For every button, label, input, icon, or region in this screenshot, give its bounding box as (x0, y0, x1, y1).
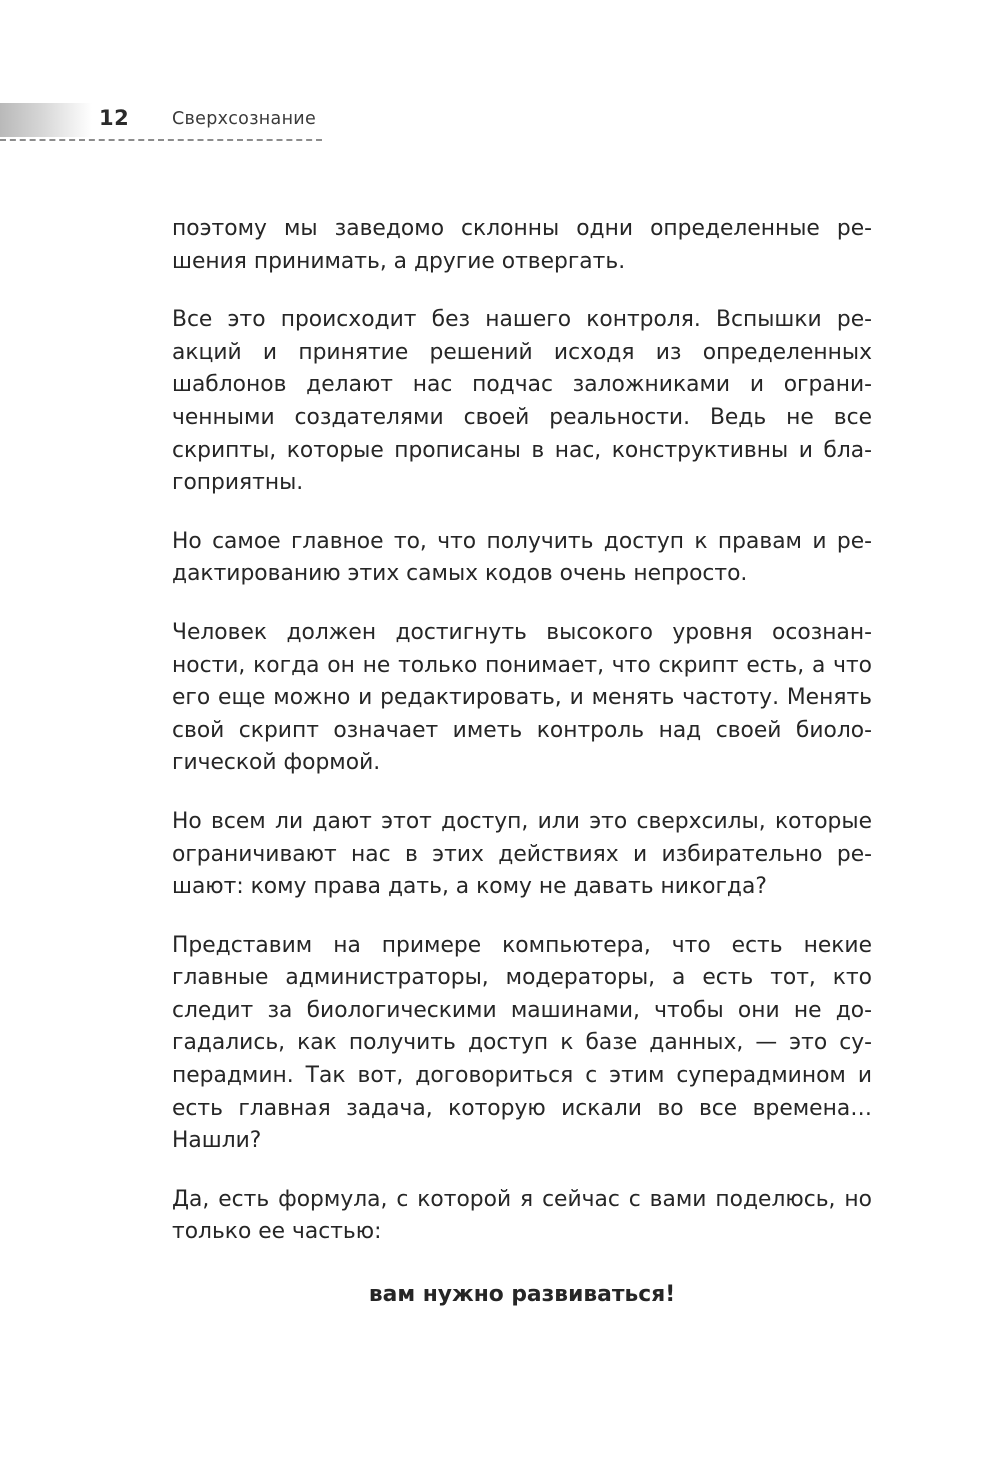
paragraph: Да, есть формула, с которой я сейчас с вами поделюсь, но только ее частью: (172, 1186, 872, 1245)
running-title: Сверхсознание (172, 109, 317, 129)
paragraph: Но самое главное то, что получить доступ к правам и редактированию этих самых кодов очень непросто. (172, 528, 872, 587)
paragraph: Представим на примере компьютера, что есть некие главные администраторы, модераторы, а есть тот, кто следит за биологическими машинами, чтобы они не догадались, как получить доступ к базе данных, — это суперадмин. Так вот, договориться с этим суперадмином и есть главная задача, которую искали во все времена… Нашли? (172, 932, 872, 1154)
emphasized-statement: вам нужно развиваться! (368, 1282, 676, 1308)
paragraph: Человек должен достигнуть высокого уровня осознанности, когда он не только понимает, что скрипт есть, а что его еще можно и редактировать, и менять частоту. Менять свой скрипт означает иметь контроль над своей биологической формой. (172, 619, 872, 776)
paragraph: поэтому мы заведомо склонны одни определенные решения принимать, а другие отвергать. (172, 216, 872, 274)
body-text (172, 213, 872, 1312)
header-dashed-rule (0, 139, 322, 141)
page-number: 12 (99, 106, 130, 130)
paragraph: Все это происходит без нашего контроля. Вспышки реакций и принятие решений исходя из определенных шаблонов делают нас подчас заложниками и ограниченными создателями своей реальности. Ведь не все скрипты, которые прописаны в нас, конструктивны и благоприятны. (172, 307, 872, 496)
header-gradient-band (0, 103, 92, 137)
paragraph: Но всем ли дают этот доступ, или это сверхсилы, которые ограничивают нас в этих действиях и избирательно решают: кому права дать, а кому не давать никогда? (172, 808, 872, 900)
